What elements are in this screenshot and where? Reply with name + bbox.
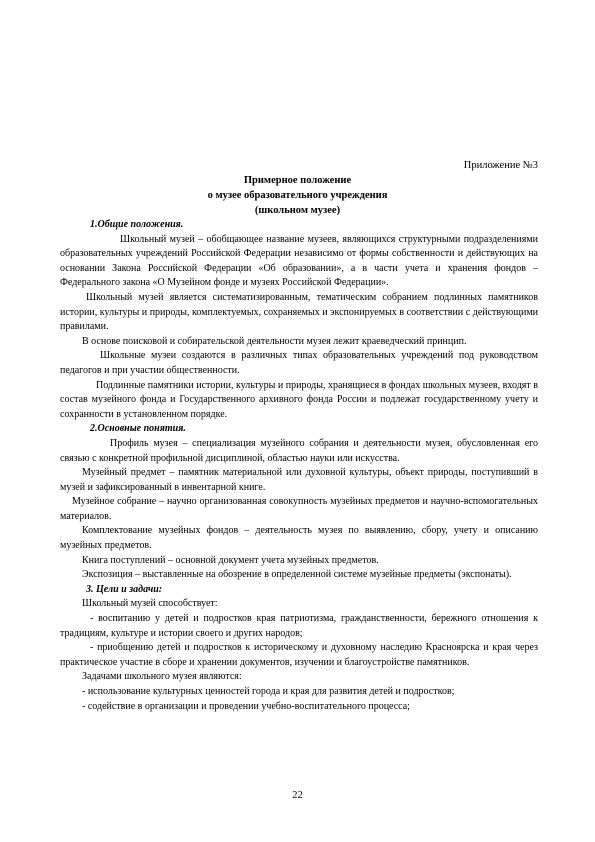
paragraph: Задачами школьного музея являются: bbox=[82, 671, 242, 683]
document-body bbox=[60, 218, 538, 714]
paragraph: Школьный музей – обобщающее название музеев, являющихся структурными подразделениями образовательных учреждений Российской Федерации независимо от формы собственности и действующих на основании Закона Российской Федерации «Об образовании», а в части учета и хранения фондов – Федерального закона «О Музейном фонде и музеях Российской Федерации». bbox=[60, 233, 538, 289]
paragraph: Экспозиция – выставленные на обозрение в определенной системе музейные предметы (экспонаты). bbox=[82, 569, 512, 581]
paragraph: Подлинные памятники истории, культуры и природы, хранящиеся в фондах школьных музеев, входят в состав музейного фонда и Государственного архивного фонда России и подлежат государственному учету и сохранности в установленном порядке. bbox=[60, 379, 538, 420]
paragraph: В основе поисковой и собирательской деятельности музея лежит краеведческий принцип. bbox=[82, 335, 467, 347]
section-heading: 1.Общие положения. bbox=[90, 219, 184, 230]
document-subtitle-paren: (школьном музее) bbox=[254, 205, 341, 216]
paragraph: Школьный музей способствует: bbox=[82, 598, 218, 610]
document-title: Примерное положение bbox=[243, 175, 352, 186]
document-subtitle: о музее образовательного учреждения bbox=[207, 190, 388, 201]
paragraph: Школьные музеи создаются в различных типах образовательных учреждений под руководством педагогов и при участии общественности. bbox=[60, 350, 538, 376]
appendix-label: Приложение №3 bbox=[463, 160, 538, 171]
page-number: 22 bbox=[292, 790, 303, 801]
paragraph: - использование культурных ценностей города и края для развития детей и подростков; bbox=[82, 686, 455, 697]
paragraph: Комплектование музейных фондов – деятельность музея по выявлению, сбору, учету и описанию музейных предметов. bbox=[60, 525, 538, 552]
paragraph: Профиль музея – специализация музейного собрания и деятельности музея, обусловленная его связью с конкретной профильной дисциплиной, областью науки или искусства. bbox=[60, 437, 538, 464]
paragraph: Книга поступлений – основной документ учета музейных предметов. bbox=[82, 554, 379, 566]
paragraph: - содействие в организации и проведении учебно-воспитательного процесса; bbox=[82, 700, 410, 712]
paragraph: - воспитанию у детей и подростков края патриотизма, гражданственности, бережного отношения к традициям, культуре и истории своего и других народов; bbox=[60, 613, 538, 639]
section-heading: 2.Основные понятия. bbox=[90, 423, 186, 435]
paragraph: Музейное собрание – научно организованная совокупность музейных предметов и научно-вспомогательных материалов. bbox=[60, 496, 538, 522]
paragraph: Школьный музей является систематизированным, тематическим собранием подлинных памятников истории, культуры и природы, комплектуемых, сохраняемых и экспонируемых в соответствии с действующими правилами. bbox=[60, 291, 538, 333]
paragraph: Музейный предмет – памятник материальной или духовной культуры, объект природы, поступивший в музей и зафиксированный в инвентарной книге. bbox=[60, 467, 538, 493]
paragraph: - приобщению детей и подростков к историческому и духовному наследию Красноярска и края через практическое участие в сборе и хранении документов, изучении и благоустройстве памятников. bbox=[60, 642, 538, 668]
section-heading: 3. Цели и задачи: bbox=[86, 583, 163, 595]
